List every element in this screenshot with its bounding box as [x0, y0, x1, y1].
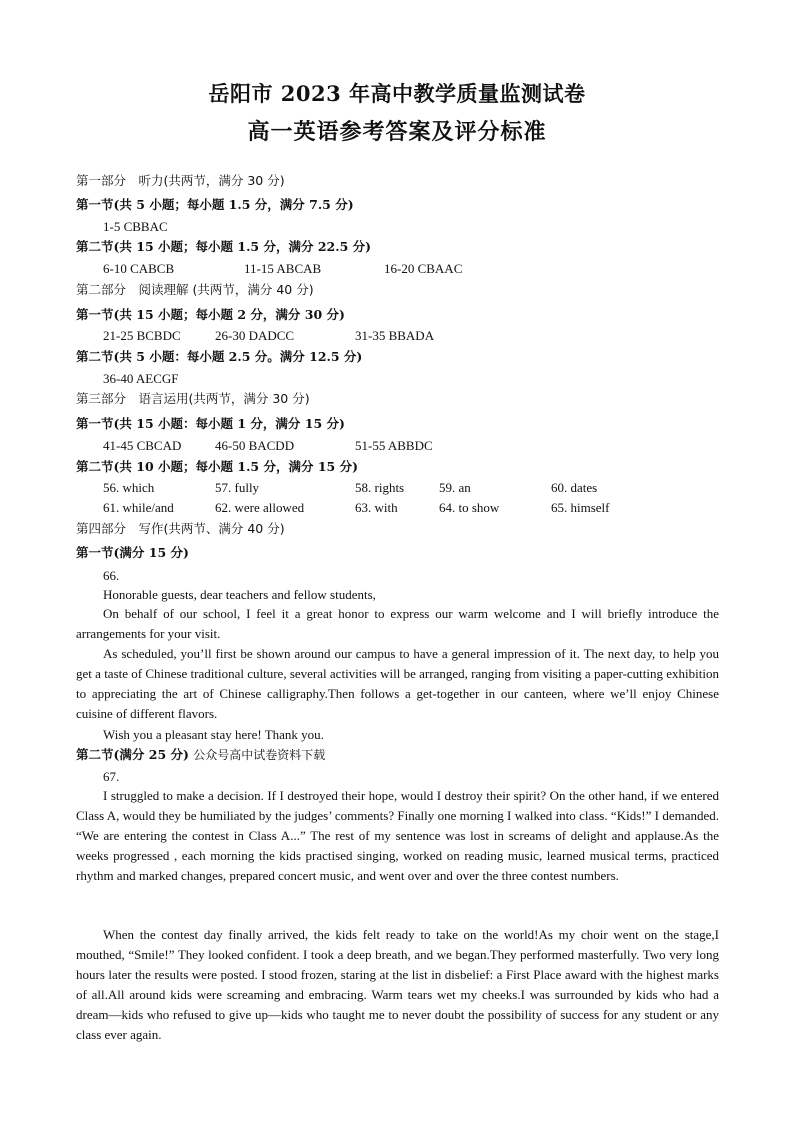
p4-section2-title: 第二节(满分 25 分) — [76, 747, 189, 762]
p2-section1-heading: 第一节(共 15 小题；每小题 2 分，满分 30 分) — [76, 307, 345, 322]
question-number: 67. — [103, 769, 120, 784]
essay-paragraph: On behalf of our school, I feel it a great honor to express our warm welcome and I will briefly introduce the arrangements for your visit. — [76, 606, 719, 641]
answer-group: 1-5 CBBAC — [103, 219, 168, 234]
fill-answer: 59. an — [439, 480, 471, 495]
fill-answer: 60. dates — [551, 480, 598, 495]
p1-section2-heading: 第二节(共 15 小题；每小题 1.5 分，满分 22.5 分) — [76, 239, 372, 254]
part4-heading: 第四部分 写作(共两节、满分 40 分) — [76, 521, 285, 536]
essay-greeting: Honorable guests, dear teachers and fellow students, — [103, 587, 376, 602]
answer-group: 26-30 DADCC — [215, 328, 295, 343]
p1-section1-heading: 第一节(共 5 小题；每小题 1.5 分，满分 7.5 分) — [76, 197, 354, 212]
answer-group: 6-10 CABCB — [103, 261, 175, 276]
fill-answer: 56. which — [103, 480, 155, 495]
fill-answer: 62. were allowed — [215, 500, 305, 515]
p4-section1-heading: 第一节(满分 15 分) — [76, 545, 189, 560]
part3-heading: 第三部分 语言运用(共两节，满分 30 分) — [76, 391, 310, 406]
essay-closing: Wish you a pleasant stay here! Thank you. — [103, 727, 324, 742]
story-paragraph: When the contest day finally arrived, the kids felt ready to take on the world!As my choir went on the stage,I mouthed, “Smile!” They looked confident. I took a deep breath, and we began.They performed masterfully. Two very long hours later the results were posted. I stood frozen, staring at the list in disbelief: a First Place award with the highest marks of all.All around kids were screaming and embracing. Warm tears wet my cheeks.I was surrounded by kids who had a dream—kids who refused to give up—kids who taught me to never doubt the possibility of success for any student or any class ever again. — [76, 927, 719, 1042]
p3-section1-heading: 第一节(共 15 小题：每小题 1 分，满分 15 分) — [76, 416, 345, 431]
answer-group: 36-40 AECGF — [103, 371, 179, 386]
answer-group: 41-45 CBCAD — [103, 438, 182, 453]
question-number: 66. — [103, 568, 120, 583]
fill-answer: 57. fully — [215, 480, 260, 495]
fill-answer: 65. himself — [551, 500, 610, 515]
answer-key-title: 高一英语参考答案及评分标准 — [247, 120, 547, 145]
exam-title: 岳阳市 2023 年高中教学质量监测试卷 — [208, 81, 586, 106]
story-paragraph: I struggled to make a decision. If I destroyed their hope, would I destroy their spirit? On the other hand, if we entered Class A, would they be humiliated by the judges’ comments? Finally one morning I walked into class. “Kids!” I demanded. “We are entering the contest in Class A...” The rest of my sentence was lost in screams of delight and applause.As the weeks progressed , each morning the kids practised singing, worked on reading music, learned musical terms, practiced rhythm and marked changes, prepared concert music, and went over and over the three contest numbers. — [76, 788, 719, 883]
p3-section2-heading: 第二节(共 10 小题；每小题 1.5 分，满分 15 分) — [76, 459, 358, 474]
answer-group: 21-25 BCBDC — [103, 328, 181, 343]
p4-section2-heading — [76, 747, 325, 763]
fill-answer: 63. with — [355, 500, 398, 515]
answer-group: 51-55 ABBDC — [355, 438, 433, 453]
fill-answer: 58. rights — [355, 480, 405, 495]
fill-answer: 64. to show — [439, 500, 500, 515]
fill-answer: 61. while/and — [103, 500, 174, 515]
answer-group: 46-50 BACDD — [215, 438, 295, 453]
essay-paragraph: As scheduled, you’ll first be shown around our campus to have a general impression of it. The next day, to help you get a taste of Chinese traditional culture, several activities will be arranged, ranging from visiting a paper-cutting exhibition to appreciating the art of Chinese calligraphy.Then follows a get-together in our canteen, where we’ll enjoy Chinese cuisine of different flavors. — [76, 646, 719, 721]
answer-group: 31-35 BBADA — [355, 328, 435, 343]
answer-group: 16-20 CBAAC — [384, 261, 463, 276]
p2-section2-heading: 第二节(共 5 小题：每小题 2.5 分。满分 12.5 分) — [76, 349, 363, 364]
part2-heading: 第二部分 阅读理解 (共两节，满分 40 分) — [76, 282, 314, 297]
answer-group: 11-15 ABCAB — [244, 261, 322, 276]
source-note: 公众号高中试卷资料下载 — [193, 748, 326, 762]
part1-heading: 第一部分 听力(共两节，满分 30 分) — [76, 173, 285, 188]
